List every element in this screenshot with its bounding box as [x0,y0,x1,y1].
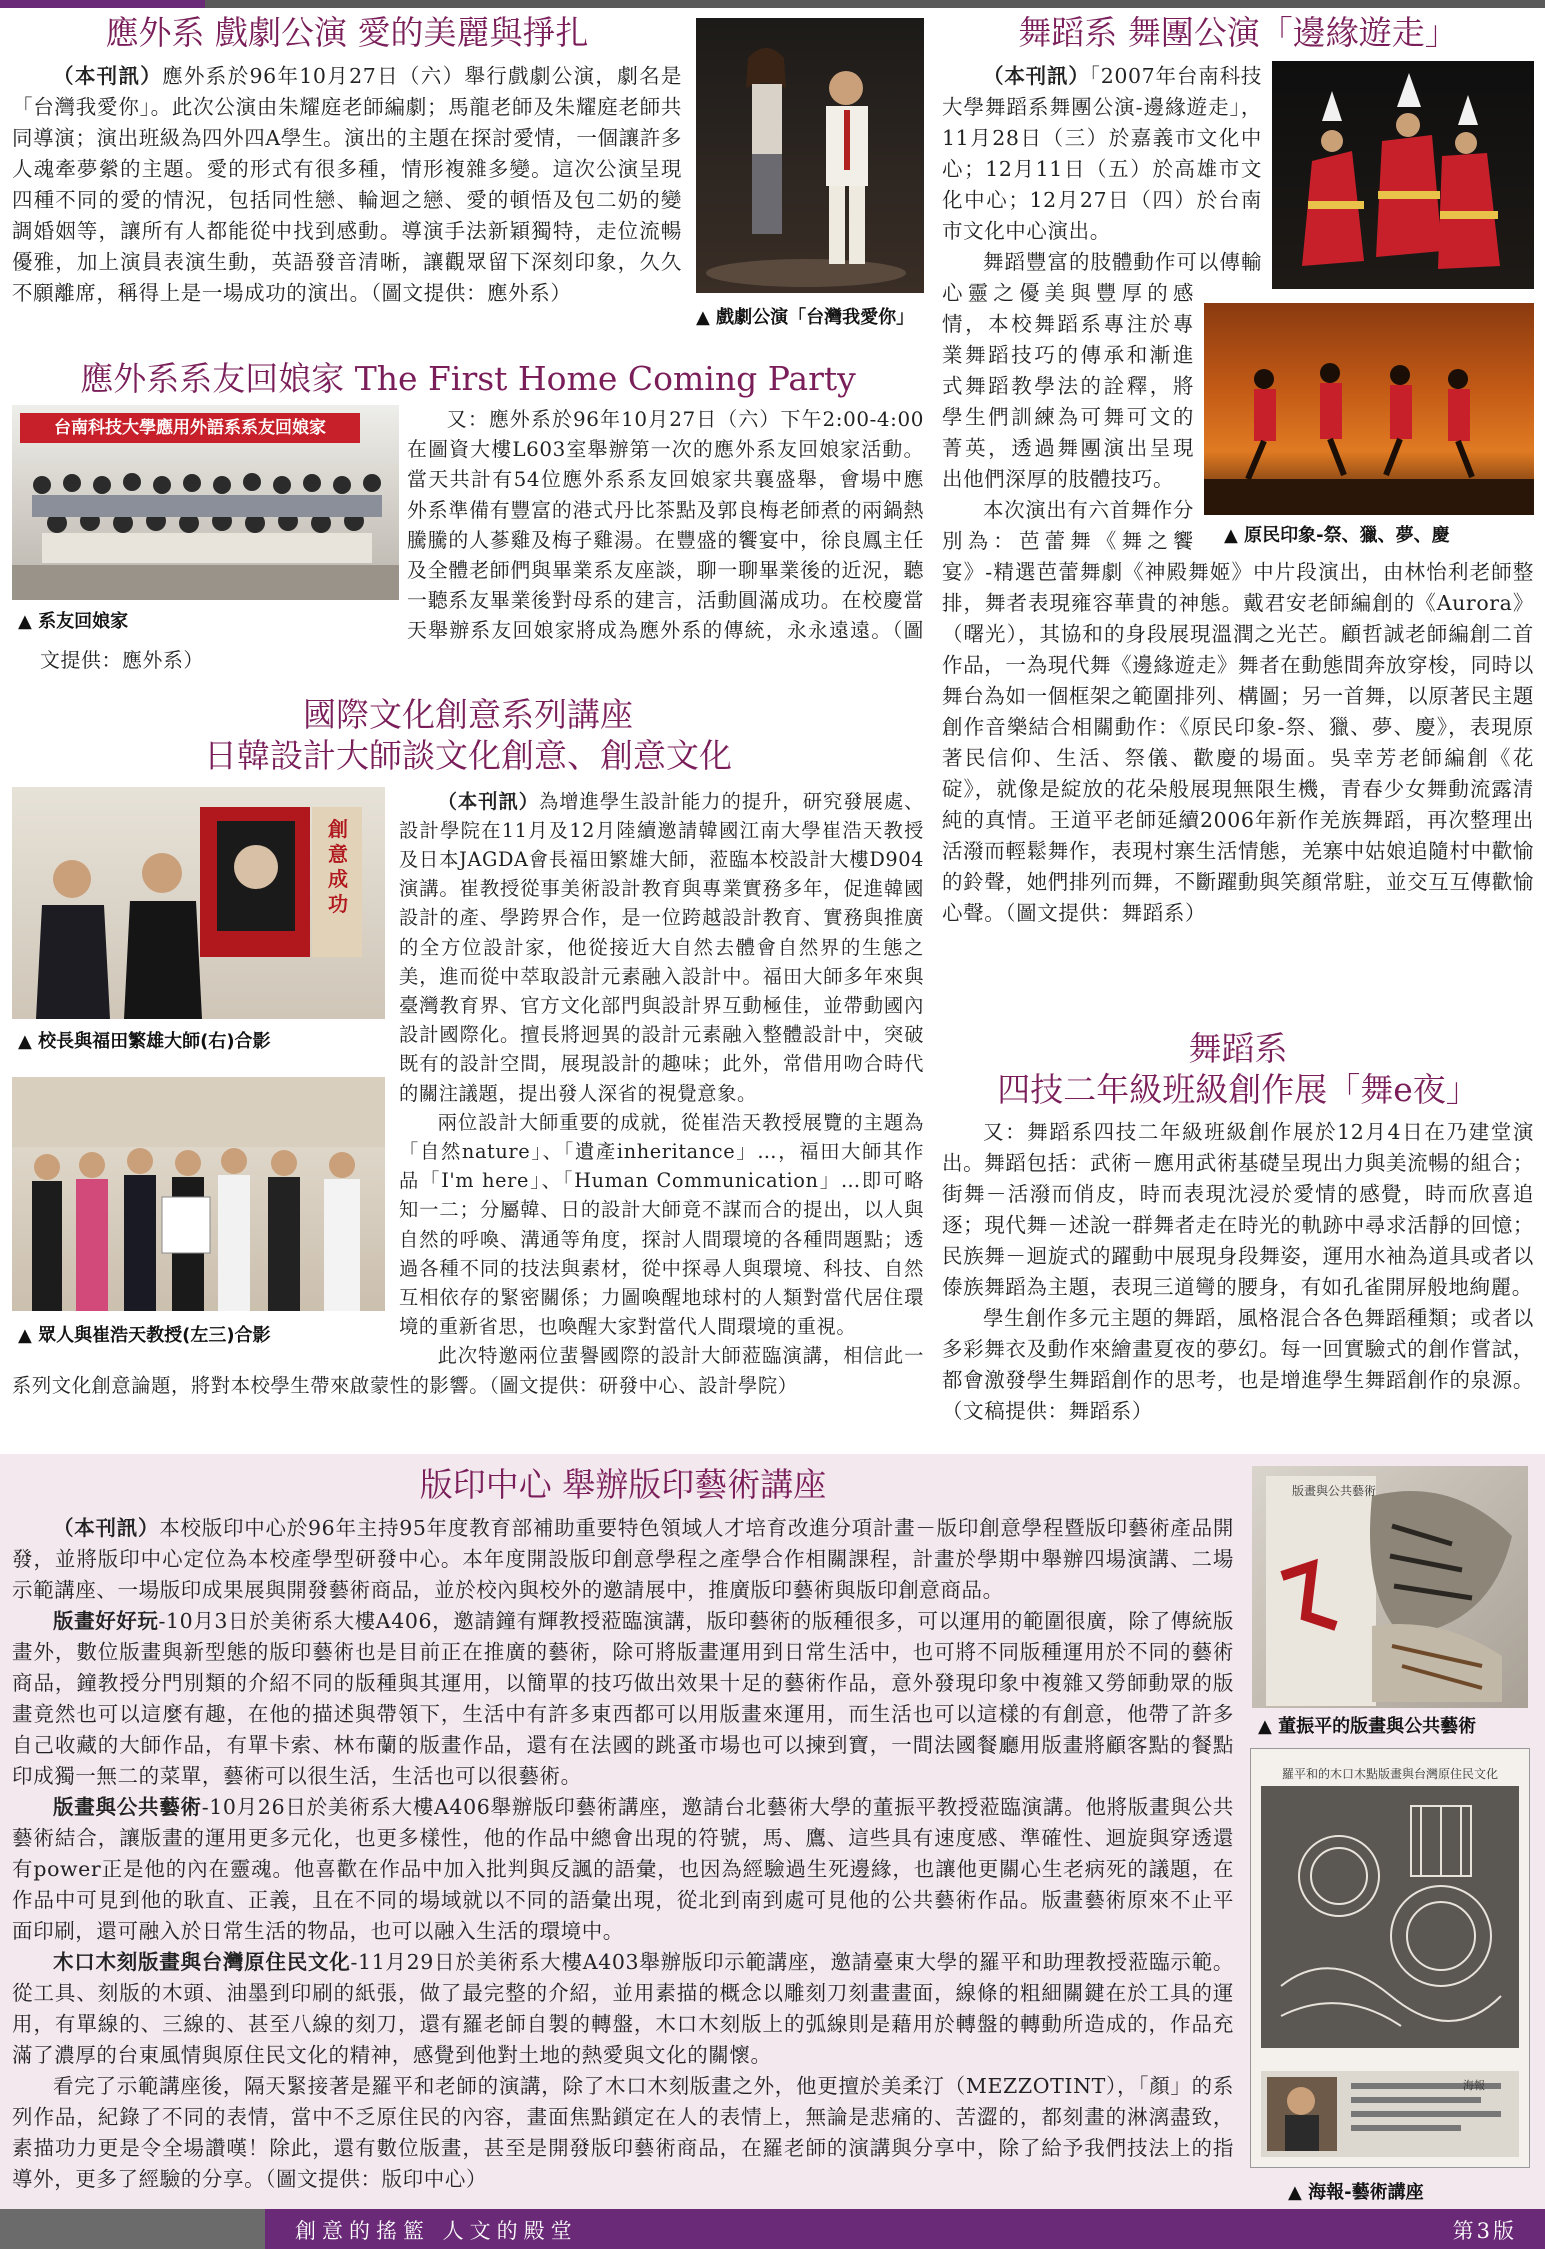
dance-class-body-1: 又：舞蹈系四技二年級班級創作展於12月4日在乃建堂演出。舞蹈包括：武術－應用武術基礎呈現出力與美流暢的組合；街舞－活潑而俏皮，時而表現沈浸於愛情的感覺，時而欣喜追逐；現代舞－述說一群舞者走在時光的軌跡中尋求活靜的回憶；民族舞－迴旋式的躍動中展現身段舞姿，運用水袖為道具或者以傣族舞蹈為主題，表現三道彎的腰身，有如孔雀開屏般地絢麗。 [942,1119,1534,1299]
dance-aboriginal-image [1272,61,1534,289]
design-photo-1 [12,787,385,1019]
design-tag: （本刊訊） [437,789,540,813]
footer-bar [0,2209,1545,2249]
drama-photo [696,18,924,293]
drama-tag: （本刊訊） [53,64,163,89]
print-photo-1-label: 版畫與公共藝術 [1292,1484,1377,1498]
top-rule [0,0,1545,8]
design-body-3: 此次特邀兩位蜚譽國際的設計大師蒞臨演講，相信此一系列文化創意論題，將對本校學生帶來啟蒙性的影響。（圖文提供：研發中心、設計學院） [12,1344,924,1397]
headline-drama: 應外系 戲劇公演 愛的美麗與掙扎 [105,13,589,52]
alumni-body: 又：應外系於96年10月27日（六）下午2:00-4:00在圖資大樓L603室舉辦第一次的應外系友回娘家活動。當天共計有54位應外系系友回娘家共襄盛舉，會場中應外系準備有豐富的港式丹比茶點及郭良梅老師煮的兩鍋熱騰騰的人蔘雞及梅子雞湯。在豐盛的饗宴中，徐良鳳主任及全體老師們與畢業系友座談，聊一聊畢業後的近況，聽一聽系友畢業後對母系的建言，活動圓滿成功。在校慶當天舉辦系友回娘家將成為應外系的傳統，永永遠遠。（圖文提供：應外系） [40,408,924,672]
footer-slogan: 創意的搖籃 人文的殿堂 [295,2219,578,2243]
footer-accent [0,2209,265,2249]
design-group-image [12,1077,385,1311]
footer-page-number: 第3版 [1452,2219,1517,2243]
dance-troupe-body-2: 舞蹈豐富的肢體動作可以傳輸心靈之優美與豐厚的感情，本校舞蹈系專注於專業舞蹈技巧的傳承和漸進式舞蹈教學法的詮釋，將學生們訓練為可舞可文的菁英，透過舞團演出呈現出他們深厚的肢體技巧。 [942,250,1262,492]
printmaking-body-1 [12,1513,1234,1606]
alumni-banner: 台南科技大學應用外語系系友回娘家 [20,413,360,443]
printmaking-h2: 版畫好好玩 [53,1609,159,1634]
headline-design-1: 國際文化創意系列講座 [303,695,633,734]
design-body-2: 兩位設計大師重要的成就，從崔浩天教授展覽的主題為「自然nature」、「遺產inheritance」…，福田大師其作品「I'm here」、「Human Communication」…即可略知一二；分屬韓、日的設計大師竟不謀而合的提出，以人與自然的呼喚、溝通等角度，探討人間環境的各種問題點；透過各種不同的技法與素材，從中探尋人與環境、科技、自然互相依存的緊密關係；力圖喚醒地球村的人類對當代居住環境的重新省思，也喚醒大家對當代人間環境的重視。 [399,1110,924,1339]
printmaking-text-4: -11月29日於美術系大樓A403舉辦版印示範講座，邀請臺東大學的羅平和助理教授蒞臨示範。從工具、刻版的木頭、油墨到印刷的紙張，做了最完整的介紹，並用素描的概念以雕刻刀刻畫畫面，線條的粗細關鍵在於工具的運用，有單線的、三線的、甚至八線的刻刀，還有羅老師自製的轉盤，木口木刻版上的弧線則是藉用於轉盤的轉動所造成的，作品充滿了濃厚的台東風情與原住民文化的精神，感覺到他對土地的熱愛與文化的關懷。 [12,1950,1234,2068]
article-design [12,694,924,1446]
dance-troupe-body-3: 本次演出有六首舞作分別為：芭蕾舞《舞之饗宴》-精選芭蕾舞劇《神殿舞姬》中片段演出，由林怡利老師整排，舞者表現雍容華貴的神態。戴君安老師編創的《Aurora》（曙光），其協和的身段展現溫潤之光芒。顧哲誠老師編創二首作品，一為現代舞《邊緣遊走》舞者在動態間奔放穿梭，同時以舞台為如一個框架之範圍排列、構圖；另一首舞，以原著民主題創作音樂結合相關動作：《原民印象-祭、獵、夢、慶》，表現原著民信仰、生活、祭儀、歡慶的場面。吳幸芳老師編創《花碇》，就像是綻放的花朵般展現無限生機，青春少女舞動流露清純的真情。王道平老師延續2006年新作羌族舞蹈，再次整理出活潑而輕鬆舞作，表現村寨生活情態，羌寨中姑娘追隨村中歡愉的鈴聲，她們排列而舞，不斷躍動與笑顏常駐，並交互互傳歡愉心聲。（圖文提供：舞蹈系） [942,498,1534,926]
print-poster-title: 羅平和的木口木點版畫與台灣原住民文化 [1281,1767,1498,1781]
alumni-caption: ▲ 系友回娘家 [18,611,129,633]
printmaking-body-2 [12,1606,1234,1792]
print-caption-2: ▲ 海報-藝術講座 [1288,2182,1424,2203]
print-photo-1 [1252,1466,1528,1708]
headline-dance-class-1: 舞蹈系 [1188,1029,1288,1068]
print-poster-tag: 海報 [1463,2079,1485,2092]
headline-printmaking: 版印中心 舉辦版印藝術講座 [419,1465,827,1504]
printmaking-body-3 [12,1792,1234,1947]
printmaking-text-1: 本校版印中心於96年主持95年度教育部補助重要特色領域人才培育改進分項計畫－版印創意學程暨版印藝術產品開發，並將版印中心定位為本校產學型研發中心。本年度開設版印創意學程之產學合作相關課程，計畫於學期中舉辦四場演講、二場示範講座、一場版印成果展與開發藝術商品，並於校內與校外的邀請展中，推廣版印藝術與版印創意商品。 [12,1516,1234,1603]
design-caption-1: ▲ 校長與福田繁雄大師(右)合影 [18,1030,271,1052]
printmaking-text-3: -10月26日於美術系大樓A406舉辦版印藝術講座，邀請台北藝術大學的董振平教授蒞臨演講。他將版畫與公共藝術結合，讓版畫的運用更多元化，也更多樣性，他的作品中總會出現的符號，馬、鷹、這些具有速度感、準確性、迴旋與穿透還有power正是他的內在靈魂。他喜歡在作品中加入批判與反諷的語彙，也因為經驗過生死邊緣，也讓他更關心生老病死的議題，在作品中可見到他的耿直、正義，且在不同的場域就以不同的語彙出現，從北到南到處可見他的公共藝術作品。版畫藝術原來不止平面印刷，還可融入於日常生活的物品，也可以融入生活的環境中。 [12,1795,1234,1944]
dance-ritual-image [1204,303,1534,515]
design-text-1: 為增進學生設計能力的提升，研究發展處、設計學院在11月及12月陸續邀請韓國江南大學崔浩天教授及日本JAGDA會長福田繁雄大師，蒞臨本校設計大樓D904演講。崔教授從事美術設計教育與專業實務多年，促進韓國設計的產、學跨界合作，是一位跨越設計教育、實務與推廣的全方位設計家，他從接近大自然去體會自然界的生態之美，進而從中萃取設計元素融入設計中。福田大師多年來與臺灣教育界、官方文化部門與設計界互動極佳，並帶動國內設計國際化。擅長將迥異的設計元素融入整體設計中，突破既有的設計空間，展現設計的趣味；此外，常借用吻合時代的關注議題，提出發人深省的視覺意象。 [399,789,924,1105]
dance-photo-2-image [1204,303,1534,515]
headline-dance-troupe: 舞蹈系 舞團公演「邊緣遊走」 [1018,13,1458,52]
design-photos [12,787,385,1347]
print-poster [1250,1748,1530,2168]
article-dance-troupe [942,12,1534,1030]
printmaking-h3: 版畫與公共藝術 [53,1795,202,1820]
print-woodcut-image [1251,1786,1529,2056]
article-drama [12,12,682,342]
drama-actors-image [696,18,924,293]
drama-body [12,61,682,309]
dance-photo-2 [1204,303,1534,547]
design-caption-2: ▲ 眾人與崔浩天教授(左三)合影 [18,1324,271,1346]
article-alumni [12,358,924,678]
printmaking-h4: 木口木刻版畫與台灣原住民文化 [53,1950,351,1975]
dance-troupe-tag: （本刊訊） [983,64,1090,89]
dance-troupe-text-1: 「2007年台南科技大學舞蹈系舞團公演-邊緣遊走」，11月28日（三）於嘉義市文化中心；12月11日（五）於高雄市文化中心；12月27日（四）於台南市文化中心演出。 [942,64,1262,244]
printmaking-body-5: 看完了示範講座後，隔天緊接著是羅平和老師的演講，除了木口木刻版畫之外，他更擅於美柔汀（MEZZOTINT），「顏」的系列作品，紀錄了不同的表情，當中不乏原住民的內容，畫面焦點鎖定在人的表情上，無論是悲痛的、苦澀的，都刻畫的淋漓盡致，素描功力更是令全場讚嘆！除此，還有數位版畫，甚至是開發版印藝術商品，在羅老師的演講與分享中，除了給予我們技法上的指導外，更多了經驗的分享。（圖文提供：版印中心） [12,2074,1234,2192]
print-caption-1: ▲ 董振平的版畫與公共藝術 [1258,1716,1477,1737]
headline-alumni: 應外系系友回娘家 The First Home Coming Party [80,359,856,398]
alumni-photo [12,405,399,600]
printmaking-text-2: -10月3日於美術系大樓A406，邀請鐘有輝教授蒞臨演講，版印藝術的版種很多，可以運用的範圍很廣，除了傳統版畫外，數位版畫與新型態的版印藝術也是目前正在推廣的藝術，除可將版畫運用到日常生活中，也可將不同版種運用於不同的藝術商品，鐘教授分門別類的介紹不同的版種與其運用，以簡單的技巧做出效果十足的藝術作品，意外發現印象中複雜又勞師動眾的版畫竟然也可以這麼有趣，在他的描述與帶領下，生活中有許多東西都可以用版畫來運用，而生活也可以這樣的有創意，他帶了許多自己收藏的大師作品，有單卡索、林布蘭的版畫作品，還有在法國的跳蚤市場也可以揀到寶，一間法國餐廳用版畫將顧客點的餐點印成獨一無二的菜單，藝術可以很生活，生活也可以很藝術。 [12,1609,1234,1789]
printmaking-tag: （本刊訊） [53,1516,160,1541]
headline-dance-class-2: 四技二年級班級創作展「舞e夜」 [997,1070,1479,1110]
dance-photo-1 [1272,61,1534,289]
alumni-crowd-image [12,405,399,600]
drama-caption: ▲ 戲劇公演「台灣我愛你」 [696,307,915,328]
article-printmaking [12,1464,1234,2204]
print-tiger-image [1252,1466,1528,1708]
alumni-photo-wrap [12,405,399,631]
design-photo-2 [12,1077,385,1311]
dance-caption: ▲ 原民印象-祭、獵、夢、慶 [1224,525,1450,547]
design-poster-text: 創意成功 [328,816,348,916]
drama-text: 應外系於96年10月27日（六）舉行戲劇公演，劇名是「台灣我愛你」。此次公演由朱耀庭老師編劇；馬龍老師及朱耀庭老師共同導演；演出班級為四外四A學生。演出的主題在探討愛情，一個讓許多人魂牽夢縈的主題。愛的形式有很多種，情形複雜多變。這次公演呈現四種不同的愛的情況，包括同性戀、輪迴之戀、愛的頓悟及包二奶的變調婚姻等，讓所有人都能從中找到感動。導演手法新穎獨特，走位流暢優雅，加上演員表演生動，英語發音清晰，讓觀眾留下深刻印象，久久不願離席，稱得上是一場成功的演出。（圖文提供：應外系） [12,64,682,306]
article-dance-class [942,1028,1534,1448]
headline-design-2: 日韓設計大師談文化創意、創意文化 [204,736,732,776]
printmaking-body-4 [12,1947,1234,2071]
dance-class-body-2: 學生創作多元主題的舞蹈，風格混合各色舞蹈種類；或者以多彩舞衣及動作來繪畫夏夜的夢幻。每一回實驗式的創作嘗試，都會激發學生舞蹈創作的思考，也是增進學生舞蹈創作的泉源。（文稿提供：舞蹈系） [942,1305,1534,1423]
